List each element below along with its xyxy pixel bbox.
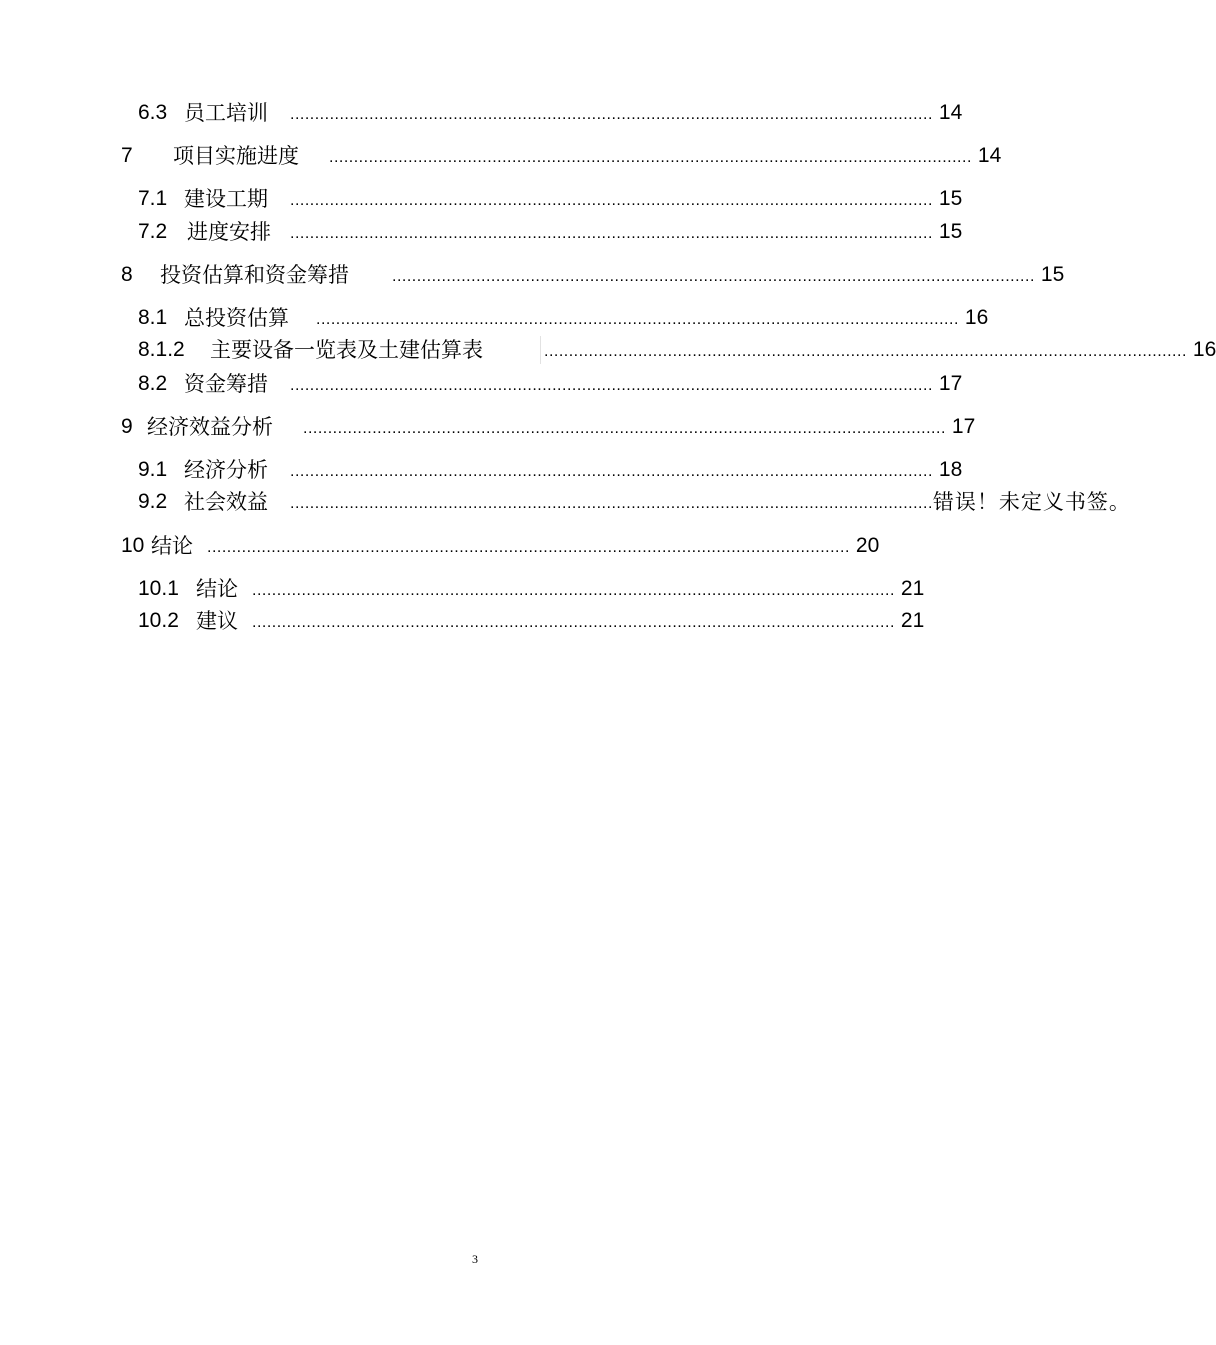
toc-entry-10-2[interactable] [138,606,925,636]
toc-entry-9[interactable] [121,412,976,442]
toc-entry-page: 15 [938,187,963,210]
toc-entry-title: 资金筹措 [184,372,268,396]
toc-entry-number: 8 [121,263,133,286]
toc-entry-title: 员工培训 [184,101,268,125]
toc-entry-page: 17 [951,415,976,438]
toc-dot-leader: .................................................................................................................................. [544,343,1187,360]
toc-entry-10-1[interactable] [138,574,925,604]
toc-entry-9-2[interactable] [138,487,1131,517]
toc-dot-leader: .................................................................................................................................. [252,582,895,599]
toc-entry-number: 7.2 [138,220,168,243]
toc-entry-title: 进度安排 [187,220,271,244]
toc-entry-title: 结论 [151,534,193,558]
page-number: 3 [472,1252,478,1266]
toc-entry-number: 8.1.2 [138,338,185,361]
toc-entry-title: 社会效益 [184,490,268,514]
toc-entry-7-1[interactable] [138,184,963,214]
field-boundary-mark [540,336,541,364]
toc-entry-page: 17 [938,372,963,395]
toc-entry-page: 14 [977,144,1002,167]
toc-entry-title: 经济效益分析 [147,415,273,439]
toc-entry-page: 16 [964,306,989,329]
toc-entry-6-3[interactable] [138,98,963,128]
toc-entry-number: 9 [121,415,133,438]
toc-entry-number: 10.1 [138,577,179,600]
toc-entry-number: 9.2 [138,490,168,513]
toc-dot-leader: .................................................................................................................................. [329,149,972,166]
toc-entry-title: 投资估算和资金筹措 [160,263,349,287]
toc-entry-number: 10 [121,534,145,557]
toc-entry-number: 9.1 [138,458,168,481]
toc-entry-title: 建设工期 [184,187,268,211]
toc-dot-leader: .................................................................................................................................. [290,106,933,123]
toc-dot-leader: .................................................................................................................................. [290,377,933,394]
toc-entry-page: 16 [1192,338,1216,361]
toc-entry-title: 项目实施进度 [173,144,299,168]
toc-dot-leader: .................................................................................................................................. [290,225,933,242]
toc-entry-title: 总投资估算 [184,306,289,330]
toc-entry-8-2[interactable] [138,369,963,399]
toc-entry-number: 7.1 [138,187,168,210]
toc-entry-number: 10.2 [138,609,179,632]
toc-entry-number: 8.2 [138,372,168,395]
toc-entry-title: 主要设备一览表及土建估算表 [210,338,483,362]
toc-dot-leader: .................................................................................................................................. [303,420,946,437]
toc-entry-page: 21 [900,609,925,632]
toc-entry-7-2[interactable] [138,217,963,247]
toc-dot-leader: .................................................................................................................................. [392,268,1035,285]
toc-entry-page: 20 [855,534,880,557]
toc-dot-leader: .................................................................................................................................. [207,539,850,556]
toc-entry-page: 14 [938,101,963,124]
toc-dot-leader: .................................................................................................................................. [316,311,959,328]
toc-dot-leader: .................................................................................................................................. [252,614,895,631]
toc-entry-title: 建议 [196,609,238,633]
toc-entry-9-1[interactable] [138,455,963,485]
toc-entry-number: 7 [121,144,133,167]
toc-entry-10[interactable] [121,531,880,561]
toc-entry-number: 6.3 [138,101,168,124]
toc-entry-title: 结论 [196,577,238,601]
toc-entry-8-1[interactable] [138,303,989,333]
toc-dot-leader: .................................................................................................................................. [290,192,933,209]
toc-entry-page: 15 [938,220,963,243]
toc-entry-8[interactable] [121,260,1065,290]
toc-entry-7[interactable] [121,141,1002,171]
toc-entry-page-error: 错误！未定义书签。 [932,490,1131,514]
toc-entry-page: 21 [900,577,925,600]
toc-entry-page: 15 [1040,263,1065,286]
toc-entry-title: 经济分析 [184,458,268,482]
toc-entry-number: 8.1 [138,306,168,329]
toc-dot-leader: .................................................................................................................................. [290,463,933,480]
toc-entry-page: 18 [938,458,963,481]
toc-entry-8-1-2[interactable] [138,335,1216,365]
toc-dot-leader: .................................................................................................................................. [290,495,933,512]
